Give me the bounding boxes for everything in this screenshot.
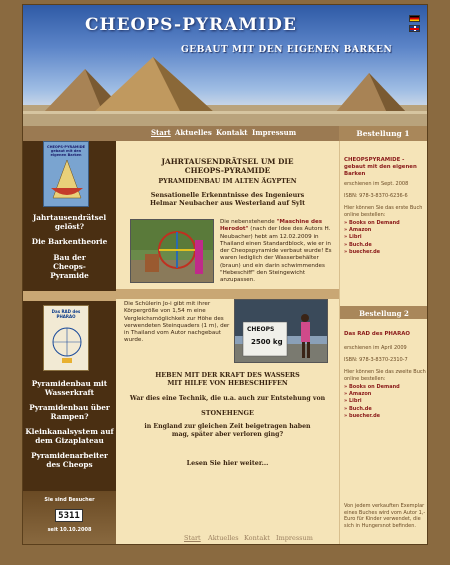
- main-title-line2: CHEOPS-PYRAMIDE: [184, 166, 271, 175]
- order-1-isbn: ISBN: 978-3-8370-6236-6: [344, 193, 408, 199]
- order-2-date: erschienen im April 2009: [344, 345, 407, 351]
- left-sidebar: [23, 141, 116, 545]
- order-1-header: Bestellung 1: [339, 126, 427, 141]
- book-cover-rad-des-pharao[interactable]: [43, 305, 89, 371]
- shop-link-buecher-de[interactable]: » buecher.de: [344, 249, 426, 256]
- order-1-date: erschienen im Sept. 2008: [344, 181, 409, 187]
- wheel-diagram-icon: [48, 320, 86, 366]
- footer-nav-impressum[interactable]: Impressum: [276, 534, 313, 542]
- shop-link-libri[interactable]: » Libri: [344, 234, 426, 241]
- sidebar-link-pyramidenarbeiter[interactable]: Pyramidenarbeiter des Cheops: [31, 451, 108, 469]
- book-cover-title: CHEOPS-PYRAMIDE gebaut mit den eigenen Barken: [47, 145, 85, 157]
- order-2-shop-list: [344, 384, 426, 420]
- header-banner: [23, 5, 427, 126]
- main-content: [116, 141, 339, 545]
- sidebar-link-barkentheorie[interactable]: Die Barkentheorie: [31, 237, 108, 246]
- order-1-shop-list: [344, 220, 426, 256]
- stone-block-photo: [234, 299, 328, 363]
- shop-link-buch-de[interactable]: » Buch.de: [344, 242, 426, 249]
- footer-nav-start[interactable]: Start: [184, 534, 201, 542]
- main-divider: [116, 289, 339, 299]
- water-heading-line2: MIT HILFE VON HEBESCHIFFEN: [167, 379, 288, 387]
- order-1-book-title: CHEOPSPYRAMIDE - gebaut mit den eigenen Barken: [344, 157, 417, 177]
- machine-photo: [130, 219, 214, 283]
- order-2-book-title: Das RAD des PHARAO: [344, 331, 411, 337]
- footer-nav: [116, 525, 339, 545]
- block-label-weight: 2500 kg: [251, 338, 283, 346]
- technique-question: War dies eine Technik, die u.a. auch zur Entstehung von: [129, 395, 326, 402]
- water-heading-line1: HEBEN MIT DER KRAFT DES WASSERS: [155, 371, 300, 379]
- headline-line2: Helmar Neubacher aus Westerland auf Sylt: [149, 199, 306, 207]
- top-nav: [23, 126, 427, 141]
- site-title: CHEOPS-PYRAMIDE: [85, 15, 297, 35]
- order-2-isbn: ISBN: 978-3-8370-2310-7: [344, 357, 408, 363]
- order-2-header: Bestellung 2: [340, 306, 428, 319]
- visitor-counter-since: seit 10.10.2008: [47, 527, 92, 533]
- german-flag-icon[interactable]: [409, 15, 420, 22]
- shop-link-books-on-demand[interactable]: » Books on Demand: [344, 220, 426, 227]
- shop-link-amazon[interactable]: » Amazon: [344, 391, 426, 398]
- sidebar-link-kleinkanalsystem[interactable]: Kleinkanalsystem auf dem Gizaplateau: [25, 427, 114, 445]
- shop-link-books-on-demand[interactable]: » Books on Demand: [344, 384, 426, 391]
- site-subtitle: GEBAUT MIT DEN EIGENEN BARKEN: [181, 45, 393, 55]
- nav-start[interactable]: Start: [151, 128, 171, 137]
- sidebar-link-wasserkraft[interactable]: Pyramidenbau mit Wasserkraft: [31, 379, 108, 397]
- nav-kontakt[interactable]: Kontakt: [216, 128, 248, 137]
- donation-note: Von jedem verkauften Exemplar eines Buches wird vom Autor 1,- Euro für Kinder verwendet, die sich in Hungersnot befinden.: [344, 503, 426, 529]
- nav-aktuelles[interactable]: Aktuelles: [175, 128, 212, 137]
- sidebar-link-jahrtausendraetsel[interactable]: Jahrtausendrätsel gelöst?: [32, 213, 107, 231]
- nav-impressum[interactable]: Impressum: [252, 128, 297, 137]
- right-sidebar: [339, 141, 427, 545]
- shop-link-buecher-de[interactable]: » buecher.de: [344, 413, 426, 420]
- order-2-intro: Hier können Sie das zweite Buch online bestellen:: [344, 369, 426, 382]
- shop-link-buch-de[interactable]: » Buch.de: [344, 406, 426, 413]
- block-label-cheops: CHEOPS: [247, 326, 275, 333]
- book-cover-title: Das RAD des PHARAO: [51, 309, 81, 319]
- read-more-link[interactable]: Lesen Sie hier weiter...: [186, 459, 269, 467]
- sidebar-link-bau-der-pyramide[interactable]: Bau der Cheops-Pyramide: [50, 253, 89, 280]
- sidebar-divider: [23, 291, 116, 301]
- footer-nav-aktuelles[interactable]: Aktuelles: [208, 534, 239, 542]
- shop-link-libri[interactable]: » Libri: [344, 398, 426, 405]
- book-cover-cheops[interactable]: [43, 141, 89, 207]
- headline-line1: Sensationelle Erkenntnisse des Ingenieurs: [150, 191, 305, 199]
- visitor-counter-label: Sie sind Besucher: [44, 497, 95, 503]
- visitor-counter: 5311: [55, 509, 83, 522]
- shop-link-amazon[interactable]: » Amazon: [344, 227, 426, 234]
- uk-flag-icon[interactable]: [409, 25, 420, 32]
- student-description: Die Schülerin Jo-i gibt mit ihrer Körpergröße von 1,54 m eine Vergleichsmöglichkeit zur Höhe des verwendeten Steinquaders (1 m), der in Thailand vom Autor nachgebaut wurde.: [124, 301, 230, 344]
- stonehenge-label: STONEHENGE: [201, 409, 254, 417]
- order-1-intro: Hier können Sie das erste Buch online bestellen:: [344, 205, 423, 218]
- machine-description: Die nebenstehende "Maschine des Herodot" (nach der Idee des Autors H. Neubacher) hebt am 12.02.2009 in Thailand einen Standardblock, wie er in der Cheopspyramide verbaut wurde! Es waren lediglich der Wasserbehälter (braun) und ein darin schwimmendes "Hebeschiff" den Steingewicht anzupassen.: [220, 219, 332, 284]
- page-frame: [22, 4, 428, 545]
- main-title-line1: JAHRTAUSENDRÄTSEL UM DIE: [161, 157, 294, 166]
- sidebar-link-rampen[interactable]: Pyramidenbau über Rampen?: [29, 403, 110, 421]
- stonehenge-contribution: in England zur gleichen Zeit beigetragen haben mag, später aber verloren ging?: [144, 423, 311, 438]
- footer-nav-kontakt[interactable]: Kontakt: [244, 534, 270, 542]
- barque-icon: [47, 158, 87, 202]
- main-subtitle: PYRAMIDENBAU IM ALTEN ÄGYPTEN: [158, 177, 297, 185]
